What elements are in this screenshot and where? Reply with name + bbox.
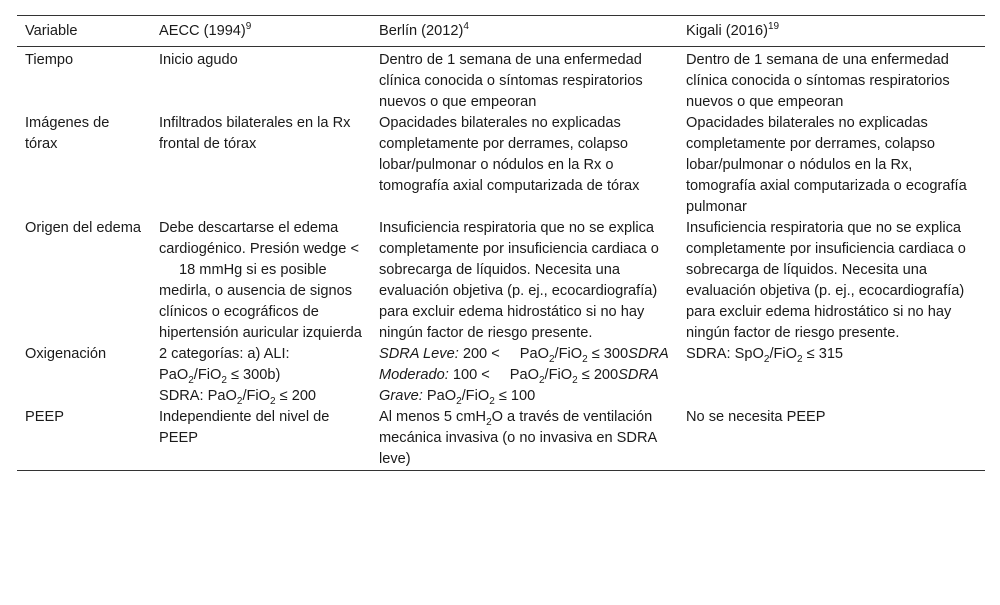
header-aecc: AECC $(1994)^9$ (159, 21, 252, 39)
criteria-table (17, 15, 985, 471)
table-row (17, 407, 985, 471)
cell-variable: Origen del edema (25, 220, 142, 236)
kigali-ref: 19 (767, 21, 780, 32)
header-variable: Variable (25, 23, 78, 39)
cell-kigali: SDRA: SpO$_2$/FiO$_2$ ≤ 315 (686, 346, 844, 365)
cell-berlin: Dentro de 1 semana de una enfermedad clínica conocida o síntomas respiratorios nuevos o que empeoran (379, 52, 643, 110)
cell-kigali: Opacidades bilaterales no explicadas completamente por derrames, colapso lobar/pulmonar o nódulos en la Rx, tomografía axial computarizada o ecografía pulmonar (686, 115, 967, 215)
cell-berlin: SDRA Leve: 200 < PaO$_2$/FiO$_2$ ≤ 300SDRA Moderado: 100 < PaO$_2$/FiO$_2$ ≤ 200SDRA Grave: PaO$_2$/FiO$_2$ ≤ 100 (379, 346, 669, 407)
cell-variable: Tiempo (25, 52, 74, 68)
cell-variable: Oxigenación (25, 346, 107, 362)
cell-aecc: Independiente del nivel de PEEP (159, 409, 330, 446)
cell-berlin: Insuficiencia respiratoria que no se explica completamente por insuficiencia cardiaca o sobrecarga de líquidos. Necesita una evaluación objetiva (p. ej., ecocardiografía) para excluir edema hidrostático si no hay ningún factor de riesgo presente. (379, 220, 659, 341)
cell-kigali: Dentro de 1 semana de una enfermedad clínica conocida o síntomas respiratorios nuevos o que empeoran (686, 52, 950, 110)
cell-kigali: No se necesita PEEP (686, 409, 826, 425)
berlin-ref: 4 (463, 21, 469, 32)
aecc-ref: 9 (245, 21, 252, 32)
cell-aecc: Debe descartarse el edema cardiogénico. Presión wedge <18 mmHg si es posible medirla, o ausencia de signos clínicos o ecográficos de hipertensión auricular izquierda (159, 220, 362, 341)
cell-variable: PEEP (25, 409, 64, 425)
cell-kigali: Insuficiencia respiratoria que no se explica completamente por insuficiencia cardiaca o sobrecarga de líquidos. Necesita una evaluación objetiva (p. ej., ecocardiografía) para excluir edema hidrostático si no hay ningún factor de riesgo presente. (686, 220, 966, 341)
header-row (17, 16, 985, 47)
header-kigali: Kigali $(2016)^{19}$ (686, 21, 780, 39)
table-row (17, 344, 985, 407)
cell-berlin: Al menos 5 cmH$_2$O a través de ventilación mecánica invasiva (o no invasiva en SDRA leve) (379, 409, 657, 467)
cell-aecc: Infiltrados bilaterales en la Rx frontal de tórax (159, 115, 351, 152)
table-row (17, 218, 985, 344)
cell-berlin: Opacidades bilaterales no explicadas completamente por derrames, colapso lobar/pulmonar o nódulos en la Rx o tomografía axial computarizada de tórax (379, 115, 640, 194)
table-row (17, 47, 985, 114)
cell-aecc: Inicio agudo (159, 52, 238, 68)
table-row (17, 113, 985, 218)
cell-variable: Imágenes de tórax (25, 115, 110, 152)
cell-aecc: 2 categorías: a) ALI: PaO$_2$/FiO$_2$ ≤ 300b) SDRA: PaO$_2$/FiO$_2$ ≤ 200 (159, 346, 317, 407)
header-berlin: Berlín $(2012)^4$ (379, 21, 469, 39)
